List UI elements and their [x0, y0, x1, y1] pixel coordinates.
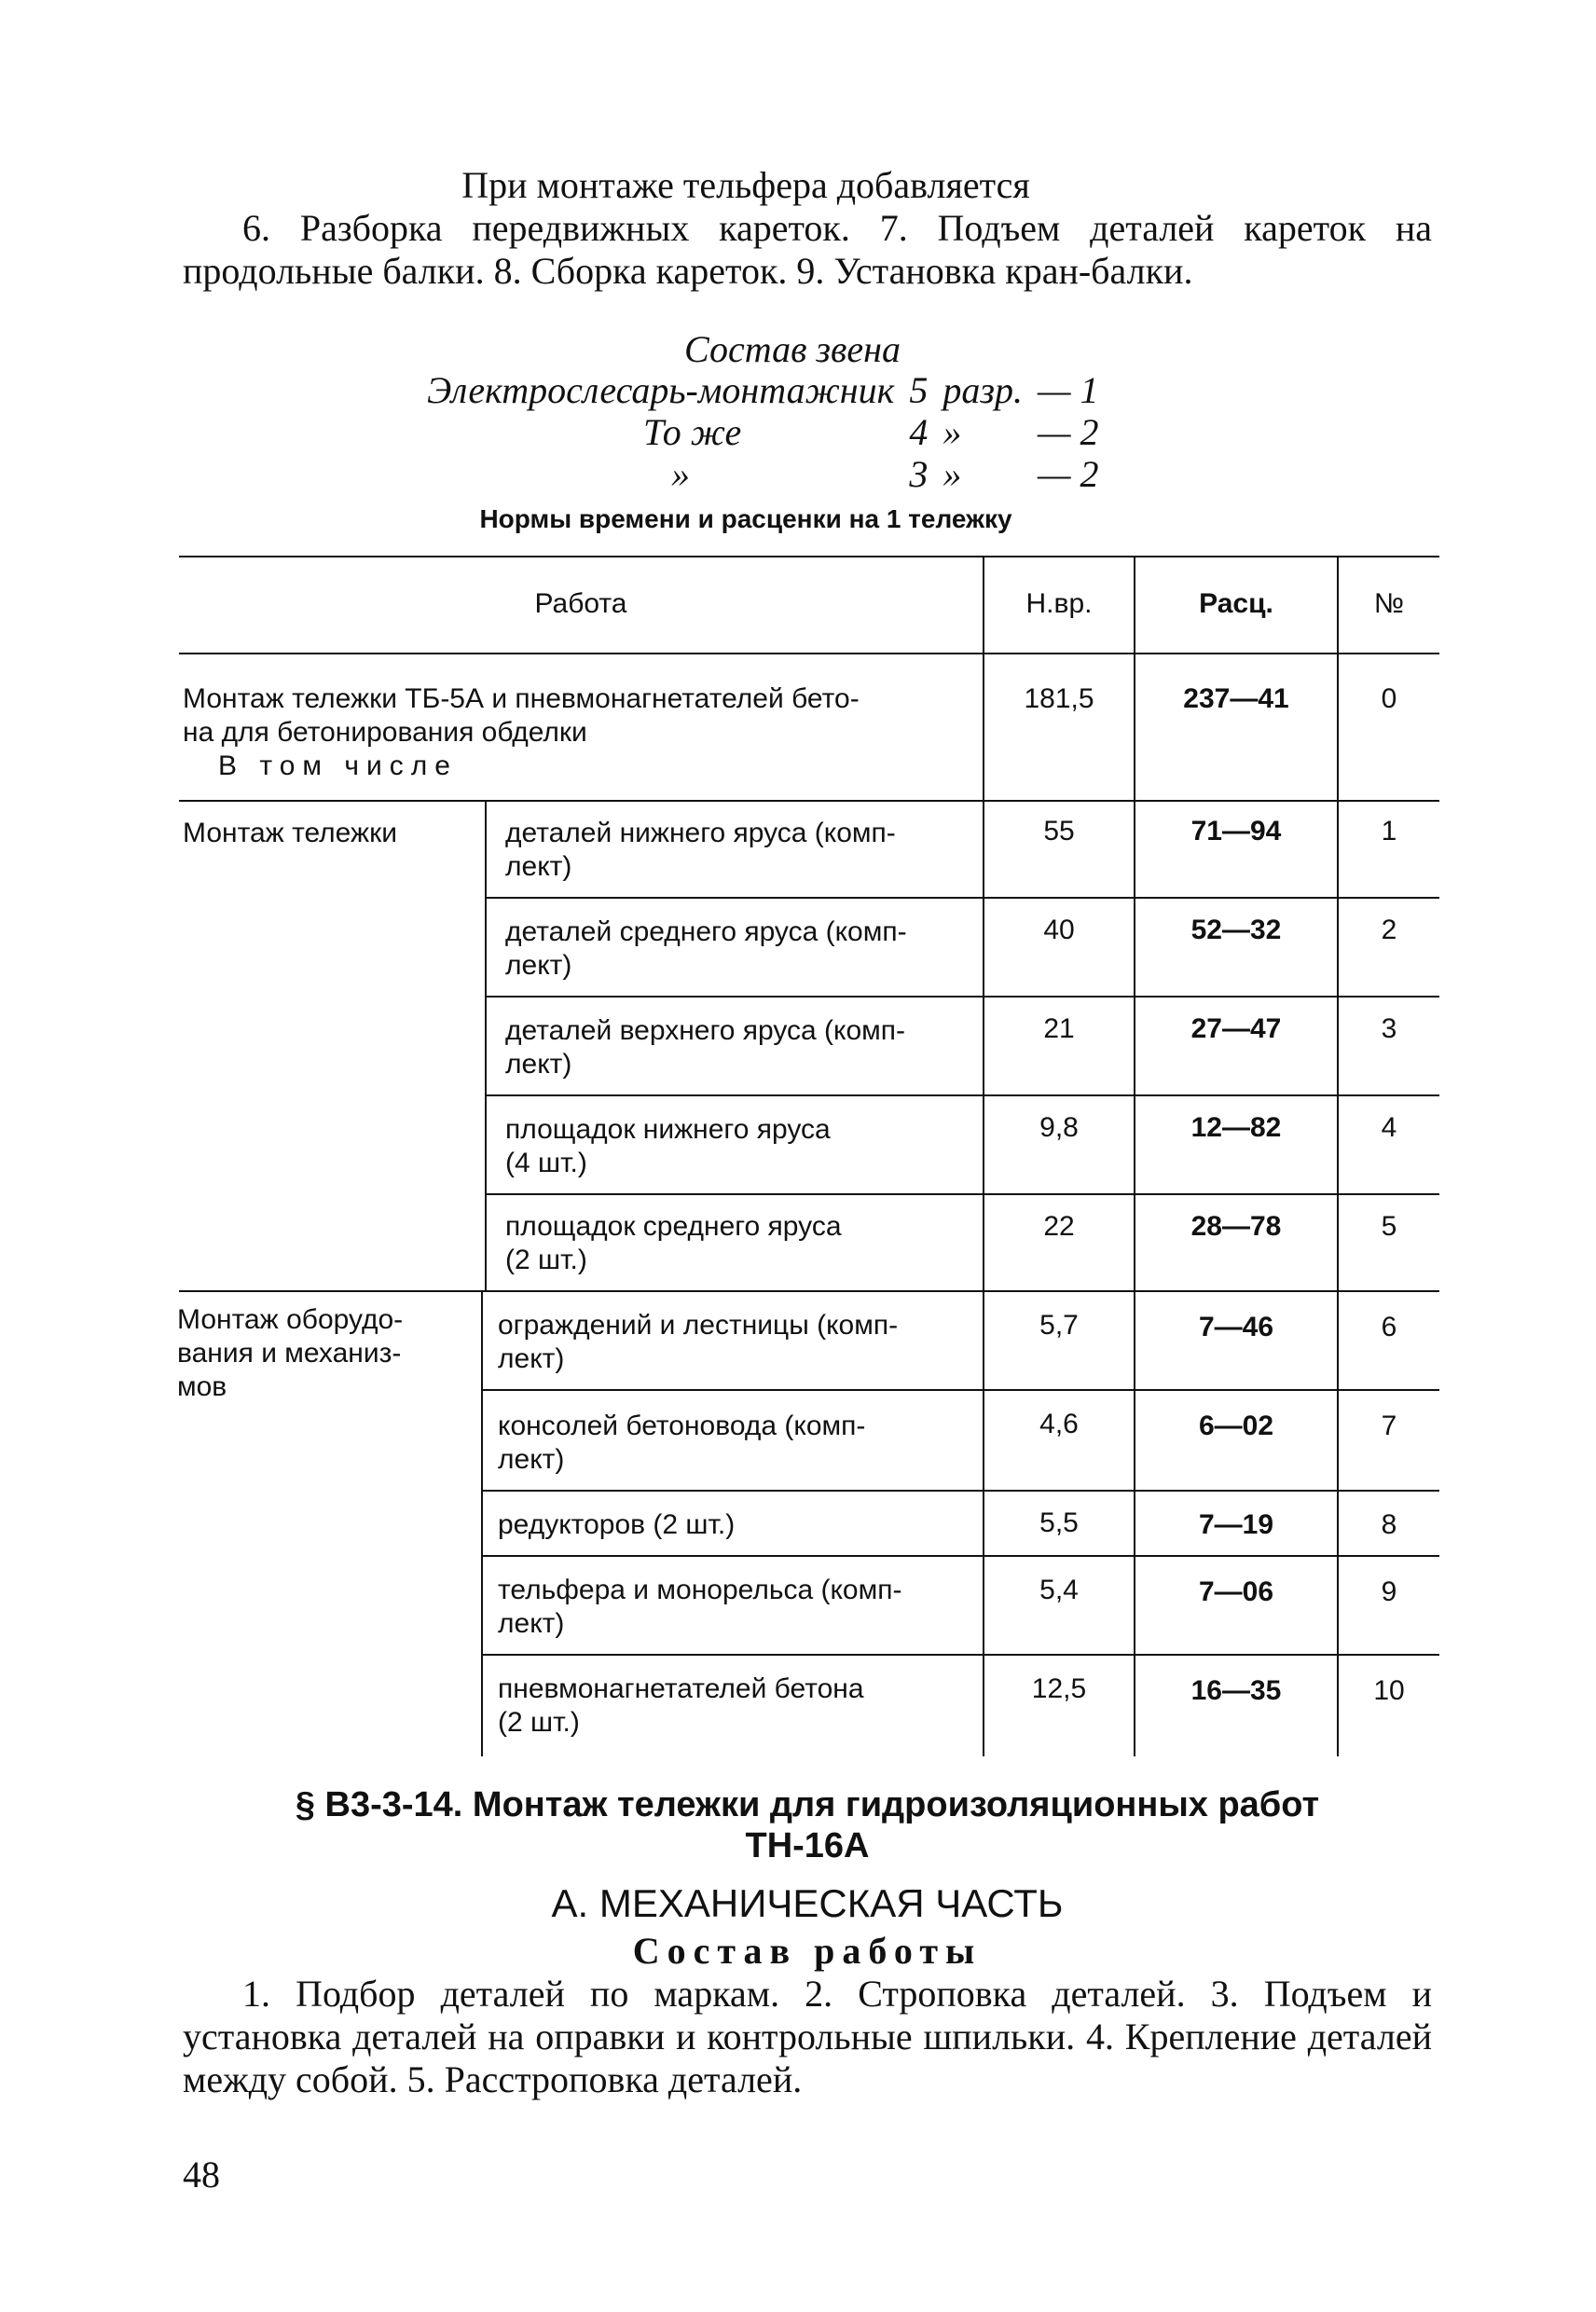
- group-label-equipment-line1: Монтаж оборудо-: [177, 1304, 404, 1335]
- row-rate: 52—32: [1190, 915, 1282, 945]
- table-rule: [481, 1654, 1439, 1656]
- group-label-equipment-line2: вания и механиз-: [177, 1338, 402, 1369]
- row-num: 9: [1381, 1576, 1397, 1607]
- row-rate: 28—78: [1190, 1211, 1282, 1242]
- row-rate: 6—02: [1198, 1411, 1274, 1441]
- total-row-label-line2: на для бетонирования обделки: [183, 717, 587, 748]
- row-time: 5,7: [1039, 1310, 1079, 1341]
- row-work-line2: лект): [505, 851, 572, 882]
- row-work-line2: (2 шт.): [498, 1707, 580, 1738]
- row-rate: 7—46: [1198, 1312, 1274, 1342]
- work-composition-paragraph: 1. Подбор деталей по маркам. 2. Строповка деталей. 3. Подъем и установка деталей на оправки и контрольные шпильки. 4. Крепление деталей между собой. 5. Расстроповка деталей.: [183, 1973, 1432, 2100]
- row-work-line1: деталей нижнего яруса (комп-: [505, 818, 896, 848]
- row-work-line1: деталей среднего яруса (комп-: [505, 916, 907, 947]
- row-rate: 71—94: [1190, 816, 1282, 846]
- crew-unit: разр.: [942, 369, 1023, 411]
- table-rule: [481, 1389, 1439, 1391]
- section-title-line2: ТН-16А: [745, 1826, 870, 1865]
- row-rate: 7—06: [1198, 1576, 1274, 1607]
- table-rule: [179, 800, 1439, 802]
- table-rule: [179, 1290, 1439, 1292]
- row-time: 22: [1043, 1211, 1075, 1242]
- header-num: №: [1373, 588, 1405, 619]
- row-num: 6: [1381, 1312, 1397, 1342]
- crew-role: То же: [643, 411, 742, 453]
- row-work-line2: лект): [498, 1608, 565, 1639]
- crew-unit: »: [942, 453, 962, 495]
- table-rule: [485, 996, 1439, 998]
- row-work-line1: пневмонагнетателей бетона: [498, 1673, 864, 1704]
- row-work-line1: тельфера и монорельса (комп-: [498, 1575, 902, 1605]
- row-time: 9,8: [1039, 1112, 1079, 1143]
- work-composition-heading: Состав работы: [632, 1930, 983, 1972]
- crew-grade: 3: [909, 453, 929, 495]
- row-num: 2: [1381, 915, 1397, 945]
- total-row-label-line3: В том числе: [218, 750, 458, 781]
- table-rule: [179, 556, 1439, 557]
- group-label-trolley: Монтаж тележки: [183, 818, 397, 848]
- row-work-line2: лект): [505, 950, 572, 981]
- row-work-line2: лект): [498, 1343, 565, 1374]
- row-work-line1: консолей бетоновода (комп-: [498, 1411, 866, 1441]
- section-title-line1: § В3-3-14. Монтаж тележки для гидроизоляционных работ: [295, 1785, 1320, 1824]
- row-work-line2: (4 шт.): [505, 1148, 587, 1178]
- total-row-rate: 237—41: [1183, 683, 1289, 714]
- row-rate: 16—35: [1190, 1675, 1282, 1706]
- row-work-line2: лект): [505, 1049, 572, 1080]
- total-row-num: 0: [1381, 683, 1397, 714]
- table-rule: [485, 1193, 1439, 1195]
- row-num: 3: [1381, 1013, 1397, 1044]
- group-label-equipment-line3: мов: [177, 1371, 227, 1402]
- table-rule: [485, 1094, 1439, 1096]
- row-num: 7: [1381, 1411, 1397, 1441]
- row-rate: 12—82: [1190, 1112, 1282, 1143]
- crew-count: — 1: [1037, 369, 1099, 411]
- row-work-line2: лект): [498, 1444, 565, 1475]
- norms-caption: Нормы времени и расценки на 1 тележку: [479, 504, 1012, 533]
- row-time: 4,6: [1039, 1409, 1079, 1439]
- header-work: Работа: [534, 588, 627, 619]
- row-work-line1: площадок среднего яруса: [505, 1211, 842, 1242]
- row-work-line2: (2 шт.): [505, 1245, 587, 1275]
- total-row-time: 181,5: [1024, 683, 1094, 714]
- table-rule: [485, 897, 1439, 899]
- row-num: 10: [1373, 1675, 1405, 1706]
- page-number: 48: [183, 2154, 220, 2195]
- crew-title: Состав звена: [683, 328, 901, 370]
- row-rate: 27—47: [1190, 1013, 1282, 1044]
- table-col-divider: [485, 802, 487, 1290]
- row-time: 21: [1043, 1013, 1075, 1044]
- table-rule: [481, 1555, 1439, 1557]
- crew-role: Электрослесарь-монтажник: [427, 369, 895, 411]
- row-work-line1: редукторов (2 шт.): [498, 1509, 736, 1540]
- row-time: 55: [1043, 816, 1075, 846]
- header-time: Н.вр.: [1025, 588, 1093, 619]
- crew-row: [420, 453, 1107, 495]
- row-time: 5,4: [1039, 1575, 1079, 1605]
- crew-row: [420, 411, 1107, 453]
- row-work-line1: деталей верхнего яруса (комп-: [505, 1015, 906, 1046]
- intro-telfer-line: При монтаже тельфера добавляется: [461, 164, 1030, 206]
- row-num: 8: [1381, 1509, 1397, 1540]
- row-time: 5,5: [1039, 1507, 1079, 1538]
- table-rule: [481, 1490, 1439, 1492]
- intro-steps-paragraph: 6. Разборка передвижных кареток. 7. Подъем деталей кареток на продольные балки. 8. Сборка кареток. 9. Установка кран-балки.: [183, 207, 1432, 292]
- row-time: 40: [1043, 915, 1075, 945]
- row-num: 4: [1381, 1112, 1397, 1143]
- crew-count: — 2: [1037, 453, 1099, 495]
- total-row-label-line1: Монтаж тележки ТБ-5А и пневмонагнетателей бето-: [183, 683, 860, 714]
- header-rate: Расц.: [1199, 588, 1273, 619]
- crew-row: [420, 369, 1107, 411]
- crew-grade: 5: [909, 369, 929, 411]
- row-rate: 7—19: [1198, 1509, 1274, 1540]
- row-time: 12,5: [1031, 1673, 1087, 1704]
- table-rule: [179, 653, 1439, 654]
- row-work-line1: площадок нижнего яруса: [505, 1114, 831, 1145]
- table-col-divider: [481, 1292, 483, 1756]
- crew-role: »: [671, 453, 690, 495]
- section-part-heading: А. МЕХАНИЧЕСКАЯ ЧАСТЬ: [551, 1881, 1064, 1925]
- row-num: 5: [1381, 1211, 1397, 1242]
- crew-unit: »: [942, 411, 962, 453]
- crew-table: [420, 369, 1107, 495]
- row-num: 1: [1381, 816, 1397, 846]
- crew-grade: 4: [909, 411, 929, 453]
- row-work-line1: ограждений и лестницы (комп-: [498, 1310, 899, 1341]
- crew-count: — 2: [1037, 411, 1099, 453]
